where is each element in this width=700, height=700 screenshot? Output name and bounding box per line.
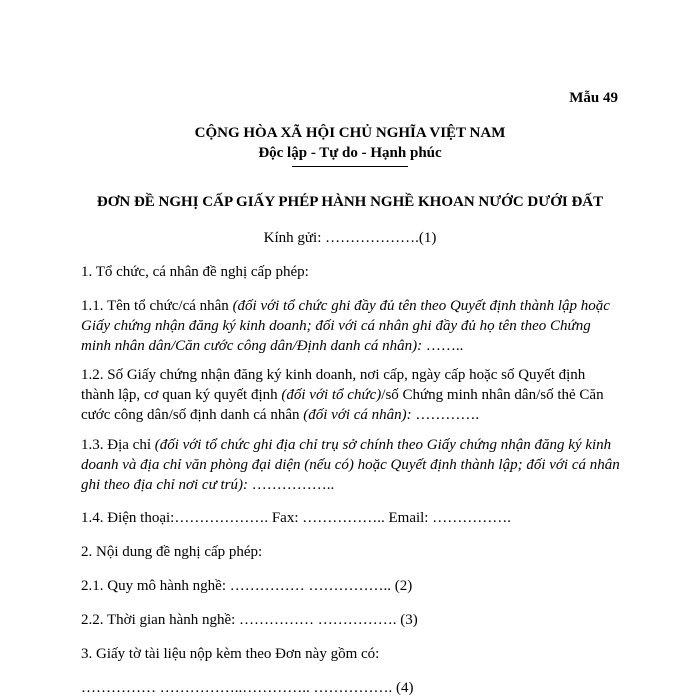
national-header	[0, 123, 700, 167]
section-1-2-note-1: (đối với tổ chức)	[281, 387, 382, 403]
section-2-1: 2.1. Quy mô hành nghề: …………… …………….. (2)	[81, 578, 413, 594]
section-1-1-fill: ……..	[422, 338, 464, 354]
section-1-2	[81, 365, 621, 425]
document-title: ĐƠN ĐỀ NGHỊ CẤP GIẤY PHÉP HÀNH NGHỀ KHOAN NƯỚC DƯỚI ĐẤT	[96, 194, 604, 210]
section-3-fill: …………… ……………..………….. ……………. (4)	[81, 680, 414, 696]
section-1-4-contact: 1.4. Điện thoại:………………. Fax: …………….. Email: …………….	[81, 510, 511, 526]
nation-name: CỘNG HÒA XÃ HỘI CHỦ NGHĨA VIỆT NAM	[194, 125, 506, 141]
section-3-heading: 3. Giấy tờ tài liệu nộp kèm theo Đơn này gồm có:	[81, 646, 380, 662]
section-2-2: 2.2. Thời gian hành nghề: …………… ……………. (3)	[81, 612, 418, 628]
section-2-heading: 2. Nội dung đề nghị cấp phép:	[81, 544, 263, 560]
section-1-3	[81, 435, 621, 495]
section-1-2-text-b: /số Chứng minh nhân dân/số thẻ Căn cước công dân/số định danh cá nhân	[81, 387, 604, 423]
section-1-2-fill: ………….	[411, 407, 480, 423]
form-code: Mẫu 49	[569, 90, 618, 106]
section-1-3-fill: ……………..	[248, 477, 335, 493]
section-1-1-note: (đối với tổ chức ghi đầy đủ tên theo Quyết định thành lập hoặc Giấy chứng nhận đăng ký kinh doanh; đối với cá nhân ghi đầy đủ họ tên theo Chứng minh nhân dân/Căn cước công dân/Định danh cá nhân):	[81, 298, 610, 354]
header-divider	[292, 166, 408, 167]
recipient-line: Kính gửi: ……………….(1)	[263, 230, 437, 246]
section-1-2-text-a: 1.2. Số Giấy chứng nhận đăng ký kinh doanh, nơi cấp, ngày cấp hoặc số Quyết định thành lập, cơ quan ký quyết định	[81, 367, 586, 403]
section-1-2-note-2: (đối với cá nhân):	[303, 407, 412, 423]
section-1-3-label: 1.3. Địa chỉ	[81, 437, 155, 453]
section-1-3-note: (đối với tổ chức ghi địa chỉ trụ sở chính theo Giấy chứng nhận đăng ký kinh doanh và địa chỉ văn phòng đại diện (nếu có) hoặc Quyết định thành lập; đối với cá nhân ghi theo địa chỉ nơi cư trú):	[81, 437, 620, 493]
section-1-1-label: 1.1. Tên tổ chức/cá nhân	[81, 298, 233, 314]
national-motto: Độc lập - Tự do - Hạnh phúc	[258, 145, 442, 161]
section-1-1	[81, 296, 621, 356]
section-1-heading: 1. Tổ chức, cá nhân đề nghị cấp phép:	[81, 264, 309, 280]
